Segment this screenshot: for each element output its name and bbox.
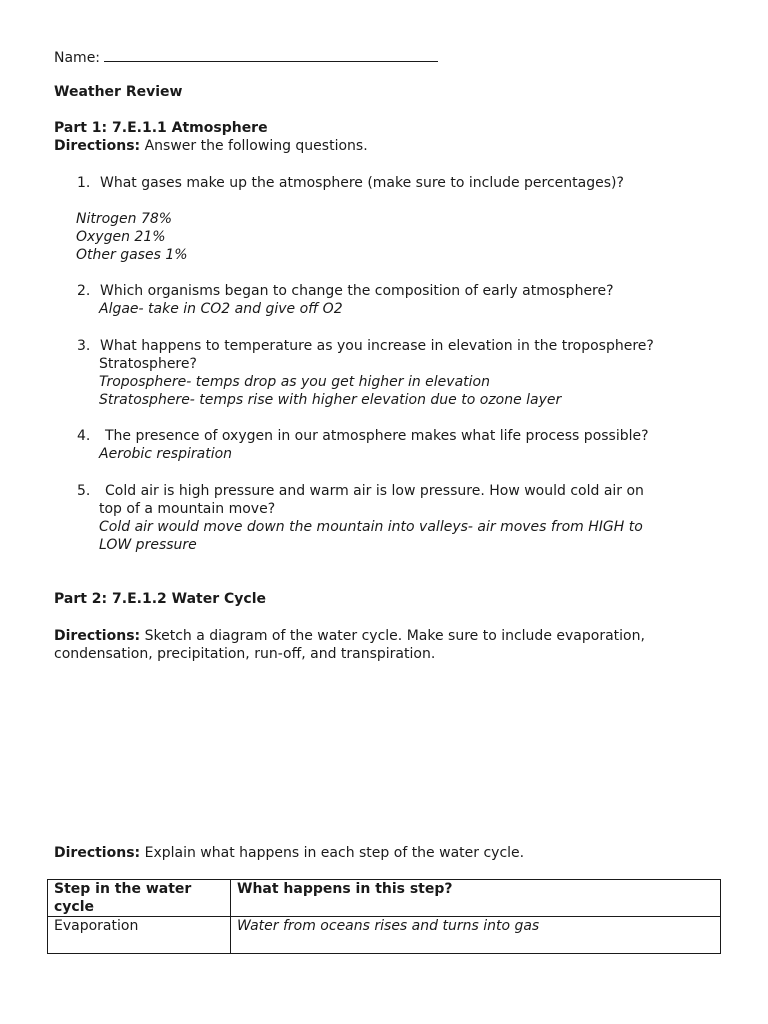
part1-directions-text: Answer the following questions. bbox=[144, 138, 368, 154]
part2-directions-line1 bbox=[54, 627, 645, 645]
table-cell-step: Evaporation bbox=[48, 917, 231, 954]
table-cell-description: Water from oceans rises and turns into gas bbox=[231, 917, 721, 954]
part1-directions-label: Directions: bbox=[54, 138, 141, 154]
part2-directions2-label: Directions: bbox=[54, 845, 141, 861]
name-field-row bbox=[54, 47, 438, 67]
name-blank-line[interactable] bbox=[104, 47, 438, 62]
part2-directions-line2: condensation, precipitation, run-off, and transpiration. bbox=[54, 646, 436, 662]
q3-answer-line1: Troposphere- temps drop as you get higher in elevation bbox=[99, 374, 490, 390]
q2-text: Which organisms began to change the composition of early atmosphere? bbox=[100, 283, 614, 299]
q5-text-line1: Cold air is high pressure and warm air is low pressure. How would cold air on bbox=[105, 483, 644, 499]
table-header-what-happens: What happens in this step? bbox=[231, 880, 721, 917]
q5-answer-line2: LOW pressure bbox=[99, 537, 197, 553]
q2-number: 2. bbox=[77, 283, 91, 299]
page-title: Weather Review bbox=[54, 84, 183, 100]
q1-text: What gases make up the atmosphere (make sure to include percentages)? bbox=[100, 175, 624, 191]
part2-directions2-text: Explain what happens in each step of the water cycle. bbox=[144, 845, 525, 861]
q2-answer: Algae- take in CO2 and give off O2 bbox=[99, 301, 343, 317]
q4-answer: Aerobic respiration bbox=[99, 446, 233, 462]
q4-number: 4. bbox=[77, 428, 91, 444]
q1-number: 1. bbox=[77, 175, 91, 191]
part2-heading: Part 2: 7.E.1.2 Water Cycle bbox=[54, 591, 266, 607]
q4-text: The presence of oxygen in our atmosphere makes what life process possible? bbox=[105, 428, 649, 444]
part2-directions2 bbox=[54, 844, 524, 862]
table-header-row bbox=[48, 880, 721, 917]
part2-directions-text: Sketch a diagram of the water cycle. Make sure to include evaporation, bbox=[144, 628, 645, 644]
part2-directions-label: Directions: bbox=[54, 628, 141, 644]
table-row bbox=[48, 917, 721, 954]
q5-text-line2: top of a mountain move? bbox=[99, 501, 276, 517]
q1-answer-3: Other gases 1% bbox=[76, 247, 188, 263]
q5-answer-line1: Cold air would move down the mountain into valleys- air moves from HIGH to bbox=[99, 519, 643, 535]
table-header-step: Step in the water cycle bbox=[48, 880, 231, 917]
part1-directions bbox=[54, 137, 368, 155]
name-label: Name: bbox=[54, 50, 101, 66]
q3-text-line2: Stratosphere? bbox=[99, 356, 197, 372]
part1-heading: Part 1: 7.E.1.1 Atmosphere bbox=[54, 120, 268, 136]
q3-number: 3. bbox=[77, 338, 91, 354]
q3-answer-line2: Stratosphere- temps rise with higher elevation due to ozone layer bbox=[99, 392, 562, 408]
water-cycle-table bbox=[47, 879, 721, 954]
q5-number: 5. bbox=[77, 483, 91, 499]
q1-answer-1: Nitrogen 78% bbox=[76, 211, 173, 227]
q1-answer-2: Oxygen 21% bbox=[76, 229, 166, 245]
q3-text-line1: What happens to temperature as you increase in elevation in the troposphere? bbox=[100, 338, 654, 354]
